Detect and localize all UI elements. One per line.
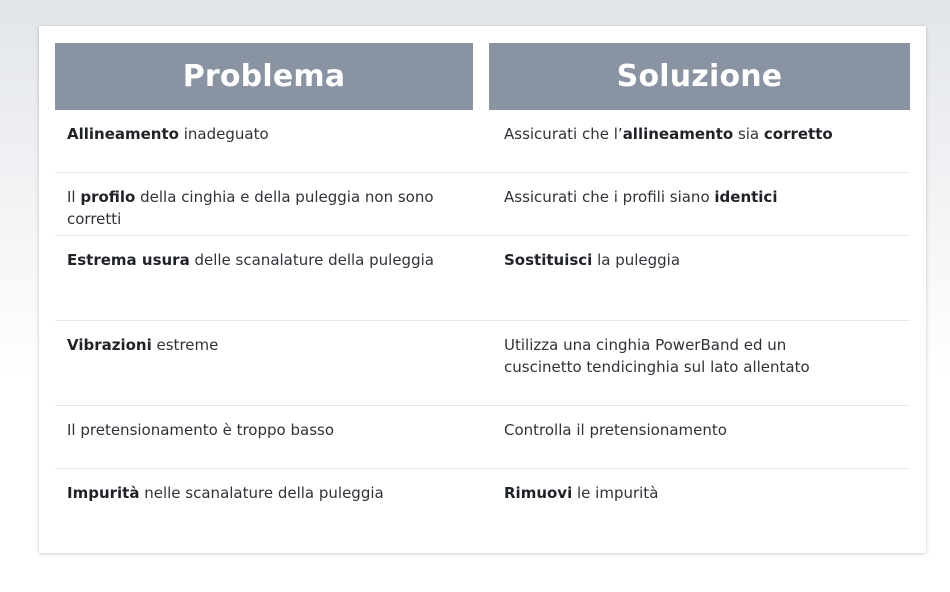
text-segment: Il pretensionamento è troppo basso [67,421,334,439]
problem-header-label: Problema [182,59,346,94]
text-segment: sia [733,125,764,143]
solution-cell [504,249,834,271]
solution-cell [504,334,834,378]
problem-column-header [55,43,473,110]
table-row [55,469,910,549]
text-segment: Assicurati che i profili siano [504,188,715,206]
problem-cell [67,482,447,504]
bold-text-segment: Allineamento [67,125,179,143]
solution-cell [504,482,834,504]
problem-cell [67,419,447,441]
bold-text-segment: Sostituisci [504,251,593,269]
table-row [55,173,910,236]
table-row [55,321,910,406]
problem-cell [67,334,447,356]
bold-text-segment: Rimuovi [504,484,573,502]
solution-cell [504,123,834,145]
text-segment: Controlla il pretensionamento [504,421,727,439]
bold-text-segment: Estrema usura [67,251,190,269]
text-segment: nelle scanalature della puleggia [139,484,384,502]
bold-text-segment: Impurità [67,484,140,502]
bold-text-segment: allineamento [622,125,734,143]
solution-cell [504,186,834,208]
solution-column-header [489,43,910,110]
table-body [55,110,910,549]
table-row [55,110,910,173]
table-row [55,236,910,321]
text-segment: Il [67,188,81,206]
text-segment: Assicurati che l’ [504,125,623,143]
table-row [55,406,910,469]
text-segment: delle scanalature della puleggia [189,251,434,269]
text-segment: Utilizza una cinghia PowerBand ed un cuscinetto tendicinghia sul lato allentato [504,336,810,376]
bold-text-segment: Vibrazioni [67,336,152,354]
text-segment: estreme [151,336,219,354]
troubleshooting-table-card [39,26,926,553]
problem-cell [67,249,447,271]
text-segment: della cinghia e della puleggia non sono corretti [67,188,434,228]
text-segment: la puleggia [592,251,681,269]
bold-text-segment: profilo [80,188,136,206]
solution-cell [504,419,834,441]
text-segment: le impurità [572,484,659,502]
problem-cell [67,186,447,230]
bold-text-segment: identici [714,188,778,206]
solution-header-label: Soluzione [616,59,783,94]
text-segment: inadeguato [178,125,269,143]
problem-cell [67,123,447,145]
bold-text-segment: corretto [763,125,833,143]
